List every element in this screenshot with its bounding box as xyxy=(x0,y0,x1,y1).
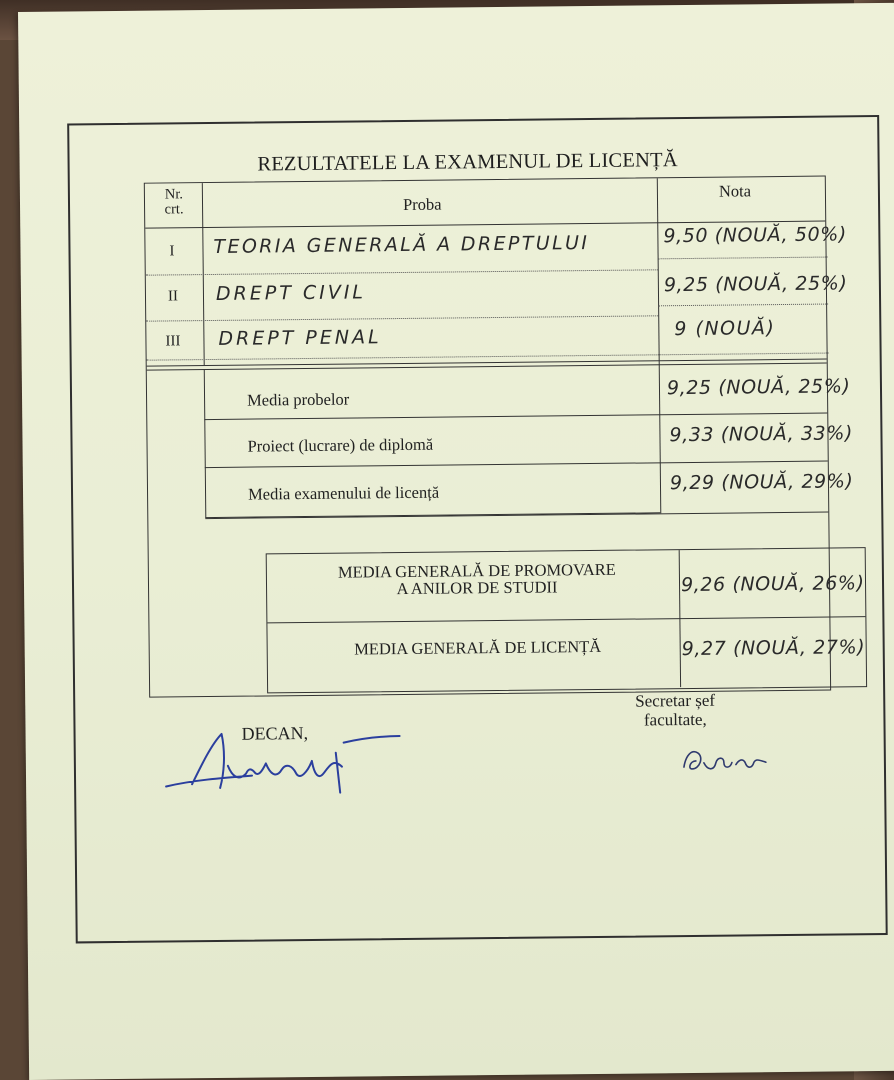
header-nota: Nota xyxy=(718,181,752,201)
row-nr-2: II xyxy=(167,288,179,305)
header-proba: Proba xyxy=(402,194,442,214)
header-nr-line2: crt. xyxy=(164,201,184,218)
row-nr-1: I xyxy=(169,243,175,260)
secretar-label-line1: Secretar șef xyxy=(635,690,716,711)
header-nr-line1: Nr. xyxy=(164,186,184,203)
row-divider-1 xyxy=(146,269,658,275)
document-frame xyxy=(67,115,888,943)
decan-signature xyxy=(161,722,402,800)
row-proba-2: DREPT CIVIL xyxy=(215,281,367,305)
general-averages-row-divider xyxy=(267,616,865,623)
summary-label-1: Media probelor xyxy=(246,389,350,410)
summary-nota-1: 9,25 (NOUĂ, 25%) xyxy=(666,375,851,400)
summary-nota-2: 9,33 (NOUĂ, 33%) xyxy=(669,422,854,447)
promovare-label-line1: MEDIA GENERALĂ DE PROMOVARE xyxy=(337,559,616,582)
licenta-nota: 9,27 (NOUĂ, 27%) xyxy=(681,636,866,661)
secretar-signature xyxy=(680,740,770,777)
promovare-nota: 9,26 (NOUĂ, 26%) xyxy=(680,572,865,597)
row-proba-3: DREPT PENAL xyxy=(218,326,382,350)
general-averages-box xyxy=(266,547,867,693)
promovare-label xyxy=(277,560,677,598)
row-divider-2 xyxy=(146,315,658,321)
row-nr-3: III xyxy=(165,333,181,350)
secretar-label xyxy=(635,691,715,730)
row-nota-2: 9,25 (NOUĂ, 25%) xyxy=(663,272,848,297)
decan-label: DECAN, xyxy=(241,723,309,744)
nota-divider-2 xyxy=(658,304,828,307)
summary-nota-3: 9,29 (NOUĂ, 29%) xyxy=(669,470,854,495)
nota-divider-1 xyxy=(658,257,828,260)
summary-label-3: Media examenului de licență xyxy=(247,482,440,504)
header-nr xyxy=(159,187,189,217)
document-title: REZULTATELE LA EXAMENUL DE LICENȚĂ xyxy=(257,149,678,176)
promovare-label-line2: A ANILOR DE STUDII xyxy=(396,577,558,599)
row-nota-3: 9 (NOUĂ) xyxy=(674,317,776,341)
secretar-label-line2: facultate, xyxy=(643,709,707,730)
summary-label-2: Proiect (lucrare) de diplomă xyxy=(247,434,434,456)
licenta-label: MEDIA GENERALĂ DE LICENȚĂ xyxy=(354,636,602,659)
row-proba-1: TEORIA GENERALĂ A DREPTULUI xyxy=(213,232,590,258)
document-page xyxy=(18,3,894,1080)
row-nota-1: 9,50 (NOUĂ, 50%) xyxy=(663,223,848,248)
